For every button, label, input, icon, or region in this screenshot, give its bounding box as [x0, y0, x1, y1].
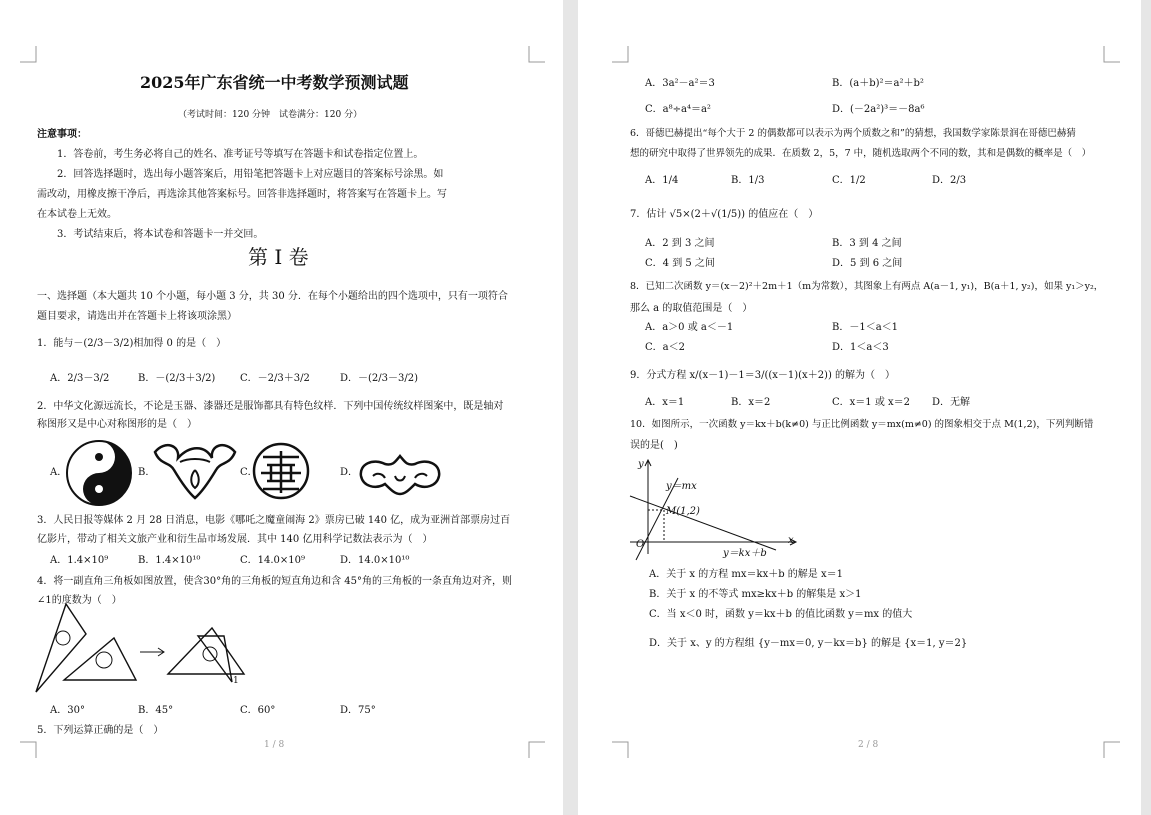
q4-stem: ∠1的度数为（ ） — [37, 595, 122, 606]
q4-stem: 4．将一副直角三角板如图放置，使含30°角的三角板的短直角边和含 45°角的三角板的一条直角边对齐，则 — [37, 576, 512, 587]
q8-option-d: D．1＜a＜3 — [832, 342, 889, 353]
q3-option-d: D．14.0×10¹⁰ — [340, 555, 410, 566]
notice-line: 需改动，用橡皮擦干净后，再选涂其他答案标号。回答非选择题时，将答案写在答题卡上。写 — [37, 189, 447, 200]
q10-option-c: C．当 x＜0 时，函数 y＝kx＋b 的值比函数 y＝mx 的值大 — [649, 609, 913, 620]
part-heading: 第 I 卷 — [248, 245, 309, 269]
q9-option-c: C．x＝1 或 x＝2 — [832, 397, 911, 408]
q7-option-d: D．5 到 6 之间 — [832, 258, 903, 269]
q10-option-a: A．关于 x 的方程 mx＝kx＋b 的解是 x＝1 — [649, 569, 843, 580]
q4-option-d: D．75° — [340, 705, 376, 716]
yin-yang-pattern — [66, 440, 136, 510]
q8-stem: 8．已知二次函数 y＝(x－2)²＋2m＋1（m为常数），其图象上有两点 A(a－1, y₁)，B(a＋1, y₂)，如果 y₁＞y₂， — [630, 281, 1104, 292]
q8-option-b: B．－1＜a＜1 — [832, 322, 899, 333]
q6-option-b: B．1/3 — [731, 175, 765, 186]
cloud-pattern-d — [355, 452, 445, 497]
q7-option-b: B．3 到 4 之间 — [832, 238, 902, 249]
graph-point-m-label: M(1,2) — [666, 506, 700, 517]
q7-stem: 7．估计 √5×(2＋√(1/5)) 的值应在（ ） — [630, 209, 819, 220]
q10-option-b: B．关于 x 的不等式 mx≥kx＋b 的解集是 x＞1 — [649, 589, 862, 600]
q3-option-c: C．14.0×10⁹ — [240, 555, 306, 566]
q2-stem: 2．中华文化源远流长，不论是玉器、漆器还是服饰都具有特色纹样．下列中国传统纹样图案中，既是轴对 — [37, 401, 504, 412]
q1-option-d: D．－(2/3－3/2) — [340, 373, 419, 384]
notice-line: 3．考试结束后，将本试卷和答题卡一并交回。 — [57, 229, 264, 240]
graph-origin-label: O — [636, 539, 645, 550]
q10-stem: 误的是( ) — [630, 440, 678, 451]
q6-stem: 6．哥德巴赫提出“每个大于 2 的偶数都可以表示为两个质数之和”的猜想，我国数学家陈景润在哥德巴赫猜 — [630, 128, 1076, 139]
graph-line-kxb-label: y＝kx＋b — [723, 548, 767, 559]
graph-x-axis-label: x — [788, 535, 794, 546]
section-instruction: 题目要求，请选出并在答题卡上将该项涂黑） — [37, 311, 237, 322]
q2-option-c: C． — [240, 467, 258, 478]
q8-option-c: C．a＜2 — [645, 342, 685, 353]
q2-option-b: B． — [138, 467, 156, 478]
q1-option-a: A．2/3－3/2 — [50, 373, 110, 384]
q5-stem: 5．下列运算正确的是（ ） — [37, 725, 164, 736]
q5-option-d: D．(－2a²)³＝－8a⁶ — [832, 104, 925, 115]
q10-function-graph — [626, 458, 806, 568]
notice-line: 在本试卷上无效。 — [37, 209, 117, 220]
q2-stem: 称图形又是中心对称图形的是（ ） — [37, 419, 197, 430]
q9-stem: 9．分式方程 x/(x－1)－1＝3/((x－1)(x＋2)) 的解为（ ） — [630, 370, 896, 381]
graph-y-axis-label: y — [638, 459, 644, 470]
q6-option-d: D．2/3 — [932, 175, 967, 186]
q6-stem: 想的研究中取得了世界领先的成果．在质数 2，5，7 中，随机选取两个不同的数，其和是偶数的概率是（ ） — [630, 148, 1092, 159]
page-number: 2 / 8 — [858, 740, 879, 750]
q3-option-b: B．1.4×10¹⁰ — [138, 555, 201, 566]
section-instruction: 一、选择题（本大题共 10 个小题，每小题 3 分，共 30 分．在每个小题给出的四个选项中，只有一项符合 — [37, 291, 508, 302]
notice-line: 1．答卷前，考生务必将自己的姓名、准考证号等填写在答题卡和试卷指定位置上。 — [57, 149, 424, 160]
triangle-boards-figure — [36, 612, 256, 692]
q8-stem: 那么 a 的取值范围是（ ） — [630, 303, 753, 314]
q7-option-c: C．4 到 5 之间 — [645, 258, 715, 269]
page-2 — [578, 0, 1141, 815]
q2-option-d: D． — [340, 467, 359, 478]
q8-option-a: A．a＞0 或 a＜－1 — [645, 322, 734, 333]
q9-option-b: B．x＝2 — [731, 397, 771, 408]
exam-subtitle: （考试时间：120 分钟 试卷满分：120 分） — [178, 110, 363, 120]
page-1 — [0, 0, 563, 815]
cloud-pattern-b — [150, 440, 240, 500]
q5-option-c: C．a⁸÷a⁴＝a² — [645, 104, 711, 115]
q3-stem: 亿影片，带动了相关文旅产业和衍生品市场发展．其中 140 亿用科学记数法表示为（ ） — [37, 534, 433, 545]
graph-line-mx-label: y＝mx — [666, 481, 697, 492]
q3-option-a: A．1.4×10⁹ — [50, 555, 109, 566]
notice-heading: 注意事项： — [37, 129, 87, 140]
q1-stem: 1．能与－(2/3－3/2)相加得 0 的是（ ） — [37, 338, 227, 349]
q4-option-b: B．45° — [138, 705, 174, 716]
q7-option-a: A．2 到 3 之间 — [645, 238, 715, 249]
q10-stem: 10．如图所示，一次函数 y＝kx＋b(k≠0) 与正比例函数 y＝mx(m≠0) 的图象相交于点 M(1,2)，下列判断错 — [630, 419, 1094, 430]
q9-option-a: A．x＝1 — [645, 397, 685, 408]
q4-option-c: C．60° — [240, 705, 276, 716]
q4-option-a: A．30° — [50, 705, 85, 716]
q3-stem: 3．人民日报等媒体 2 月 28 日消息，电影《哪吒之魔童闹海 2》票房已破 140 亿，成为亚洲首部票房过百 — [37, 515, 511, 526]
q6-option-a: A．1/4 — [645, 175, 679, 186]
q1-option-b: B．－(2/3＋3/2) — [138, 373, 216, 384]
page-number: 1 / 8 — [264, 740, 285, 750]
q10-option-d: D．关于 x、y 的方程组 {y－mx＝0, y－kx＝b} 的解是 {x＝1, y＝2} — [649, 638, 968, 649]
q2-option-a: A． — [50, 467, 68, 478]
shou-character-pattern — [253, 443, 313, 503]
q1-option-c: C．－2/3＋3/2 — [240, 373, 310, 384]
q5-option-b: B．(a＋b)²＝a²＋b² — [832, 78, 924, 89]
q9-option-d: D．无解 — [932, 397, 971, 408]
q6-option-c: C．1/2 — [832, 175, 866, 186]
q4-angle-label: 1 — [233, 676, 239, 686]
q5-option-a: A．3a²－a²＝3 — [645, 78, 715, 89]
exam-title: 2025年广东省统一中考数学预测试题 — [140, 73, 409, 92]
notice-line: 2．回答选择题时，选出每小题答案后，用铅笔把答题卡上对应题目的答案标号涂黑。如 — [57, 169, 444, 180]
